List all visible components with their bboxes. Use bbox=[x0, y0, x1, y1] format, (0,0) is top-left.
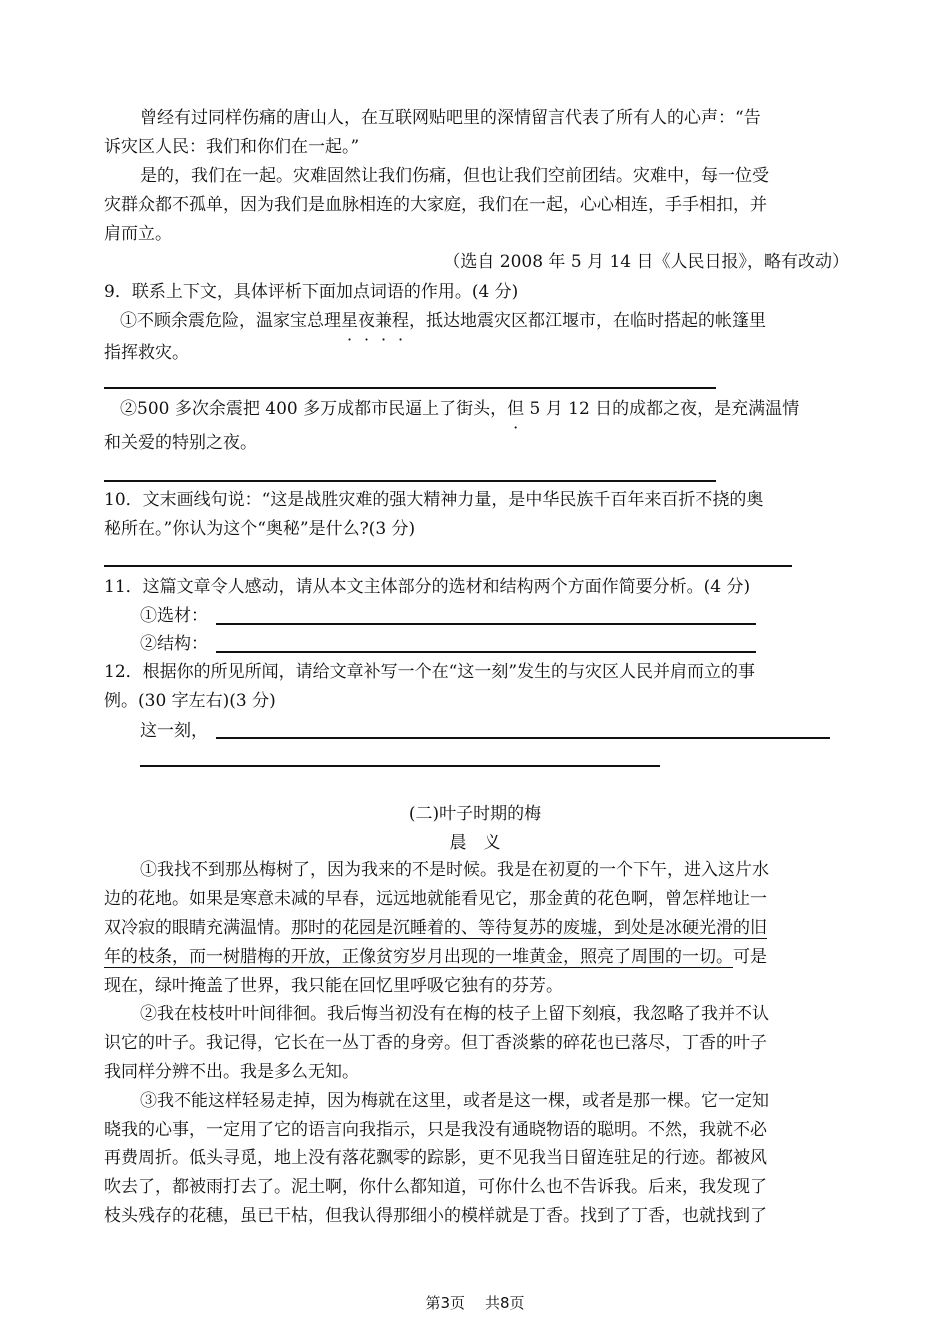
q12-answer-line-2[interactable] bbox=[140, 765, 660, 767]
q11-a-answer-line[interactable] bbox=[216, 623, 756, 625]
passage1-p2-line3: 肩而立。 bbox=[104, 224, 172, 244]
passage2-title: (二)叶子时期的梅 bbox=[408, 804, 542, 824]
q9-item1-line1 bbox=[120, 306, 865, 336]
emphasis-dot-char: 兼 bbox=[375, 311, 392, 331]
q9-item1-pre: ①不顾余震危险，温家宝总理 bbox=[120, 311, 341, 331]
passage1-p2-line1: 是的，我们在一起。灾难固然让我们伤痛，但也让我们空前团结。灾难中，每一位受 bbox=[140, 166, 769, 186]
q9-stem: 9．联系上下文，具体评析下面加点词语的作用。(4 分) bbox=[104, 282, 519, 302]
passage2-p1-line5: 现在，绿叶掩盖了世界，我只能在回忆里呼吸它独有的芬芳。 bbox=[104, 976, 563, 996]
passage2-author: 晨 义 bbox=[449, 833, 501, 853]
passage2-p2-line1: ②我在枝枝叶叶间徘徊。我后悔当初没有在梅的枝子上留下刻痕，我忽略了我并不认 bbox=[140, 1004, 769, 1024]
passage2-p2-line2: 识它的叶子。我记得，它长在一丛丁香的身旁。但丁香淡紫的碎花也已落尽，丁香的叶子 bbox=[104, 1033, 767, 1053]
page-footer bbox=[0, 1292, 950, 1313]
q10-answer-line[interactable] bbox=[104, 565, 792, 567]
q9-item1-post: ，抵达地震灾区都江堰市，在临时搭起的帐篷里 bbox=[409, 311, 766, 331]
passage2-p3-line3: 再费周折。低头寻觅，地上没有落花飘零的踪影，更不见我当日留连驻足的行迹。都被风 bbox=[104, 1148, 767, 1168]
passage2-p3-line1: ③我不能这样轻易走掉，因为梅就在这里，或者是这一棵，或者是那一棵。它一定知 bbox=[140, 1091, 769, 1111]
q9-answer-line-2[interactable] bbox=[104, 480, 716, 482]
q10-line1: 10．文末画线句说：“这是战胜灾难的强大精神力量，是中华民族千百年来百折不挠的奥 bbox=[104, 490, 764, 510]
page-number: 第3页 bbox=[425, 1294, 465, 1312]
passage2-p1-line4 bbox=[104, 942, 849, 972]
emphasis-dot-char: 程 bbox=[392, 311, 409, 331]
passage2-p1-line4-text: 可是 bbox=[733, 947, 767, 967]
q11-b-label: ②结构： bbox=[140, 634, 208, 654]
q12-line2: 例。(30 字左右)(3 分) bbox=[104, 691, 276, 711]
passage1-p1-line1: 曾经有过同样伤痛的唐山人，在互联网贴吧里的深情留言代表了所有人的心声：“告 bbox=[140, 108, 761, 128]
q11-a-label: ①选材： bbox=[140, 606, 208, 626]
q12-answer-line-1[interactable] bbox=[216, 737, 830, 739]
page-total: 共8页 bbox=[485, 1294, 525, 1312]
q9-item1-dotted bbox=[341, 311, 409, 331]
passage2-p1-line3 bbox=[104, 913, 849, 943]
q10-line2: 秘所在。”你认为这个“奥秘”是什么?(3 分) bbox=[104, 519, 416, 539]
q12-prompt: 这一刻， bbox=[140, 721, 208, 741]
passage2-p3-line5: 枝头残存的花穗，虽已干枯，但我认得那细小的模样就是丁香。找到了丁香，也就找到了 bbox=[104, 1206, 767, 1226]
passage1-p2-line2: 灾群众都不孤单，因为我们是血脉相连的大家庭，我们在一起，心心相连，手手相扣，并 bbox=[104, 195, 767, 215]
q9-item2-post: 5 月 12 日的成都之夜，是充满温情 bbox=[524, 399, 800, 419]
q9-answer-line-1[interactable] bbox=[104, 387, 716, 389]
passage2-p3-line2: 晓我的心事，一定用了它的语言向我指示，只是我没有通晓物语的聪明。不然，我就不必 bbox=[104, 1120, 767, 1140]
q9-item1-line2: 指挥救灾。 bbox=[104, 343, 189, 363]
passage2-p1-line3-text: 双冷寂的眼睛充满温情。 bbox=[104, 918, 291, 938]
emphasis-dot-char: 但 bbox=[507, 399, 525, 419]
q11-b-answer-line[interactable] bbox=[216, 651, 756, 653]
passage1-p1-line2: 诉灾区人民：我们和你们在一起。” bbox=[104, 137, 360, 157]
passage1-source: （选自 2008 年 5 月 14 日《人民日报》，略有改动） bbox=[443, 252, 849, 272]
passage2-p2-line3: 我同样分辨不出。我是多么无知。 bbox=[104, 1062, 359, 1082]
emphasis-dot-char: 夜 bbox=[358, 311, 375, 331]
q9-item2-line1 bbox=[120, 394, 865, 424]
q11-stem: 11．这篇文章令人感动，请从本文主体部分的选材和结构两个方面作简要分析。(4 分) bbox=[104, 577, 751, 597]
q12-line1: 12．根据你的所见所闻，请给文章补写一个在“这一刻”发生的与灾区人民并肩而立的事 bbox=[104, 662, 756, 682]
underlined-sentence-part2: 年的枝条，而一树腊梅的开放，正像贫穷岁月出现的一堆黄金，照亮了周围的一切。 bbox=[104, 947, 733, 967]
emphasis-dot-char: 星 bbox=[341, 311, 358, 331]
passage2-p1-line2: 边的花地。如果是寒意未减的早春，远远地就能看见它，那金黄的花色啊，曾怎样地让一 bbox=[104, 889, 767, 909]
q9-item2-dotted bbox=[507, 399, 524, 419]
passage2-p3-line4: 吹去了，都被雨打去了。泥土啊，你什么都知道，可你什么也不告诉我。后来，我发现了 bbox=[104, 1177, 767, 1197]
q9-item2-pre: ②500 多次余震把 400 多万成都市民逼上了街头， bbox=[120, 399, 508, 419]
underlined-sentence-part1: 那时的花园是沉睡着的、等待复苏的废墟，到处是冰硬光滑的旧 bbox=[291, 918, 767, 938]
passage2-p1-line1: ①我找不到那丛梅树了，因为我来的不是时候。我是在初夏的一个下午，进入这片水 bbox=[140, 860, 769, 880]
q9-item2-line2: 和关爱的特别之夜。 bbox=[104, 433, 257, 453]
